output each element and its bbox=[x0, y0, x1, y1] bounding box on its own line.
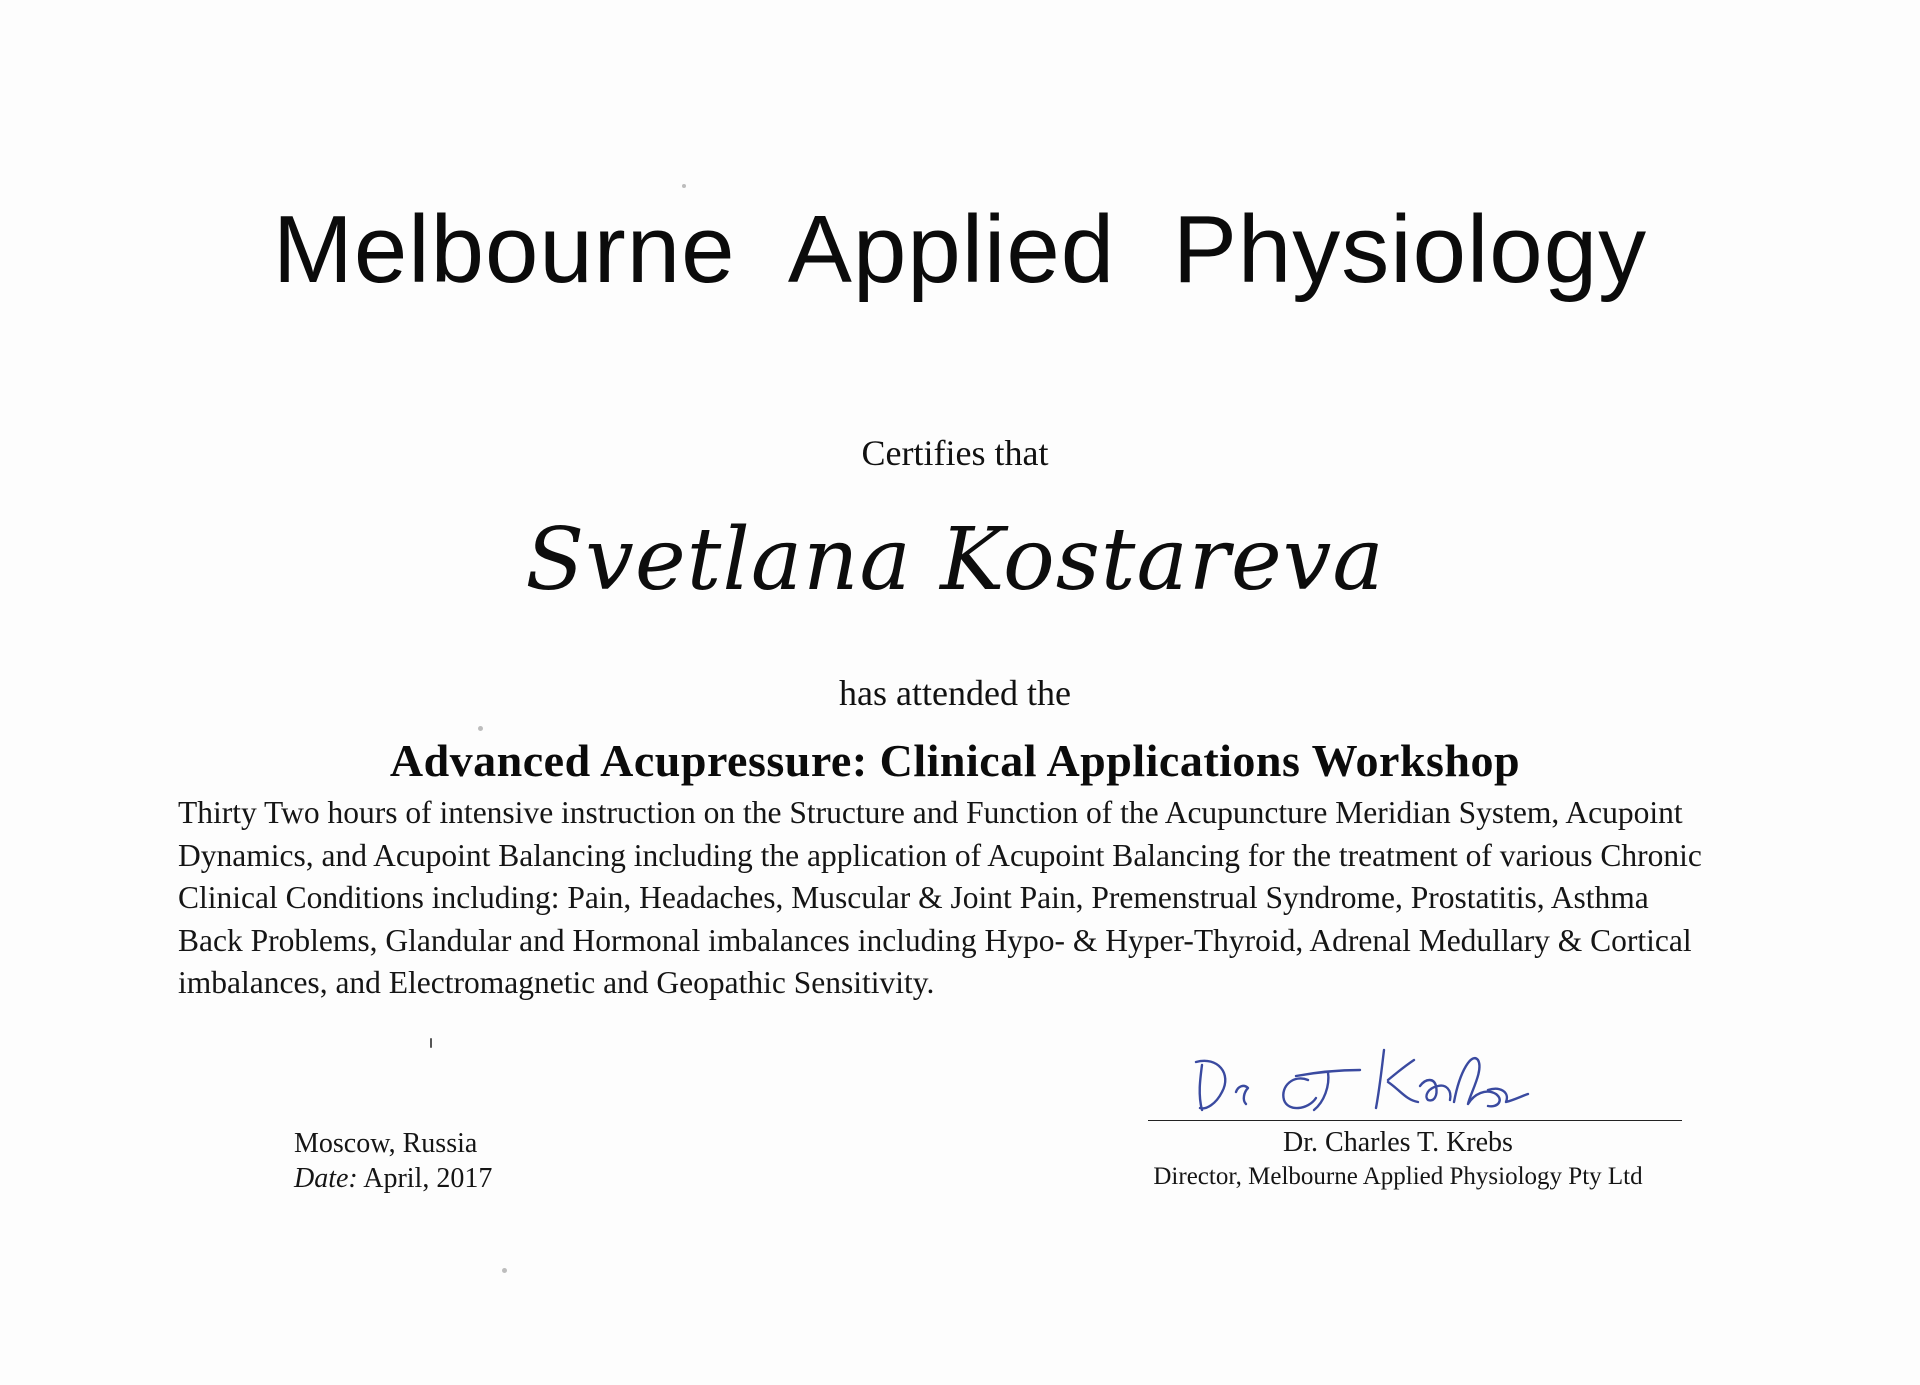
description-line: Thirty Two hours of intensive instruction on the Structure and Function of the Acupuncture Meridian System, Acupoint bbox=[178, 795, 1683, 830]
course-title: Advanced Acupressure: Clinical Applications Workshop bbox=[389, 735, 1521, 786]
location-text: Moscow, Russia bbox=[294, 1128, 478, 1159]
description-line: Back Problems, Glandular and Hormonal imbalances including Hypo- & Hyper-Thyroid, Adrenal Medullary & Cortical bbox=[178, 922, 1692, 958]
organization-title: Melbourne Applied Physiology bbox=[272, 196, 1648, 303]
handwritten-signature bbox=[1188, 1030, 1608, 1120]
description-line: Dynamics, and Acupoint Balancing including the application of Acupoint Balancing for the treatment of various Chronic bbox=[178, 837, 1702, 873]
signer-title: Director, Melbourne Applied Physiology Pty Ltd bbox=[1153, 1163, 1643, 1190]
signer-name: Dr. Charles T. Krebs bbox=[1283, 1127, 1513, 1158]
location-date-block bbox=[294, 1126, 492, 1196]
paper-speck bbox=[682, 184, 686, 188]
certifies-text: Certifies that bbox=[861, 433, 1049, 473]
paper-speck bbox=[478, 726, 483, 731]
date-line bbox=[294, 1161, 492, 1196]
signature-line bbox=[1148, 1120, 1682, 1121]
paper-speck bbox=[430, 1038, 432, 1048]
date-value: April, 2017 bbox=[357, 1163, 493, 1194]
course-description bbox=[178, 792, 1778, 1005]
description-line: Clinical Conditions including: Pain, Headaches, Muscular & Joint Pain, Premenstrual Syndrome, Prostatitis, Asthma bbox=[178, 880, 1649, 915]
signature-block bbox=[1148, 1030, 1682, 1200]
recipient-name: Svetlana Kostareva bbox=[525, 510, 1385, 610]
date-label: Date: bbox=[294, 1163, 358, 1194]
paper-speck bbox=[502, 1268, 507, 1273]
description-line: imbalances, and Electromagnetic and Geopathic Sensitivity. bbox=[178, 965, 935, 1000]
attended-text: has attended the bbox=[839, 673, 1071, 713]
